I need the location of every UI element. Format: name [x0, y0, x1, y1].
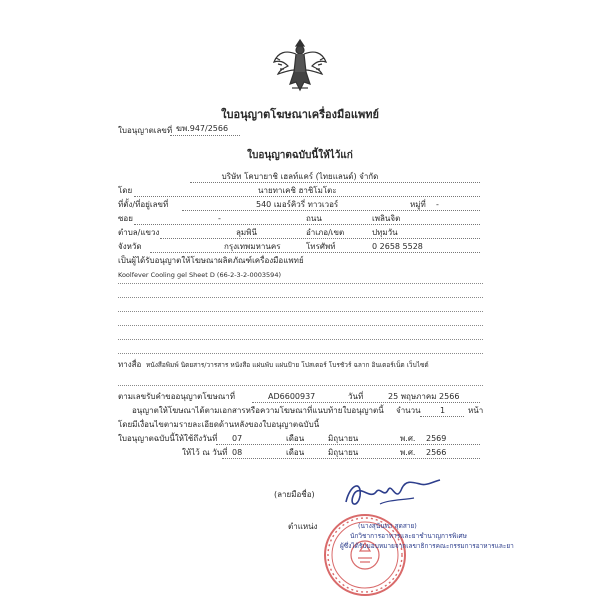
dotted-line [150, 252, 480, 253]
blank-line [118, 297, 483, 298]
valid-year: 2569 [426, 434, 447, 443]
province-value: กรุงเทพมหานคร [224, 242, 281, 251]
request-date: 25 พฤษภาคม 2566 [388, 392, 460, 401]
address-value: 540 เมอร์คิวรี่ ทาวเวอร์ [256, 200, 339, 209]
by-name: นายทาเคชิ ฮาชิโมโตะ [258, 186, 337, 195]
road-label: ถนน [306, 214, 322, 223]
blank-line [118, 339, 483, 340]
dotted-line [134, 196, 480, 197]
media-value: หนังสือพิมพ์ นิตยสาร/วารสาร หนังสือ แผ่นพับ แผ่นป้าย โปสเตอร์ โบรชัวร์ ฉลาก อินเตอร์เน็ต เว็บไซต์ [146, 361, 429, 369]
blank-line [118, 325, 483, 326]
product-name: Koolfever Cooling gel Sheet D (66-2-3-2-0003594) [118, 271, 281, 279]
signature-label: (ลายมือชื่อ) [274, 490, 315, 499]
blank-line [118, 385, 483, 386]
license-number-label: ใบอนุญาตเลขที่ [118, 126, 173, 135]
conditions-text: โดยมีเงื่อนไขตามรายละเอียดด้านหลังของใบอนุญาตฉบับนี้ [118, 420, 320, 429]
count-label: จำนวน [396, 406, 421, 415]
request-date-label: วันที่ [348, 392, 364, 401]
valid-label: ใบอนุญาตฉบับนี้ให้ใช้ถึงวันที่ [118, 434, 218, 443]
issued-label: ให้ไว้ ณ วันที่ [182, 448, 228, 457]
phone-label: โทรศัพท์ [306, 242, 336, 251]
moo-value: - [436, 200, 439, 209]
soi-label: ซอย [118, 214, 133, 223]
dotted-line [190, 182, 480, 183]
phone-value: 0 2658 5528 [372, 242, 423, 251]
dotted-line [420, 416, 464, 417]
blank-line [118, 311, 483, 312]
dotted-line [216, 444, 480, 445]
issued-year-label: พ.ศ. [400, 448, 416, 457]
document-subtitle: ใบอนุญาตฉบับนี้ให้ไว้แก่ [247, 150, 353, 161]
signer-name: (นางสุนันทา สุดสาย) [358, 522, 417, 530]
signer-title: นักวิชาการอาหารและยาชำนาญการพิเศษ [350, 532, 467, 540]
by-label: โดย [118, 186, 133, 195]
position-label: ตำแหน่ง [288, 522, 318, 531]
district-label: อำเภอ/เขต [306, 228, 345, 237]
signature [340, 474, 450, 514]
blank-line [118, 353, 483, 354]
soi-value: - [218, 214, 221, 223]
count-value: 1 [440, 406, 446, 415]
document-title: ใบอนุญาตโฆษณาเครื่องมือแพทย์ [221, 108, 379, 121]
dotted-line [222, 458, 480, 459]
moo-label: หมู่ที่ [410, 200, 426, 209]
subdistrict-value: ลุมพินี [236, 228, 257, 237]
district-value: ปทุมวัน [372, 228, 398, 237]
valid-year-label: พ.ศ. [400, 434, 416, 443]
issued-year: 2566 [426, 448, 447, 457]
request-number: AD6600937 [268, 392, 316, 401]
signer-delegation: ผู้ซึ่งได้รับมอบหมายจากเลขาธิการคณะกรรมการอาหารและยา [340, 542, 514, 550]
allowed-text: อนุญาตให้โฆษณาได้ตามเอกสารหรือความโฆษณาที่แนบท้ายใบอนุญาตนี้ [132, 406, 384, 415]
license-number: ฆพ.947/2566 [176, 124, 229, 133]
issued-month: มิถุนายน [328, 448, 359, 457]
dotted-line [170, 135, 240, 136]
dotted-line [160, 238, 480, 239]
media-label: ทางสื่อ [118, 360, 142, 369]
dotted-line [182, 210, 480, 211]
road-value: เพลินจิต [372, 214, 401, 223]
valid-day: 07 [232, 434, 243, 443]
page-label: หน้า [468, 406, 484, 415]
dotted-line [252, 402, 480, 403]
issued-day: 08 [232, 448, 243, 457]
address-label: ที่ตั้ง/ที่อยู่เลขที่ [118, 200, 169, 209]
dotted-line [134, 224, 480, 225]
valid-month: มิถุนายน [328, 434, 359, 443]
company-name: บริษัท โคบายาชิ เฮลท์แคร์ (ไทยแลนด์) จำกัด [221, 172, 379, 181]
garuda-emblem-icon [272, 36, 328, 92]
request-label: ตามเลขรับคำขออนุญาตโฆษณาที่ [118, 392, 236, 401]
issued-month-label: เดือน [286, 448, 305, 457]
permit-text: เป็นผู้ได้รับอนุญาตให้โฆษณาผลิตภัณฑ์เครื่องมือแพทย์ [118, 256, 304, 265]
province-label: จังหวัด [118, 242, 142, 251]
blank-line [118, 283, 483, 284]
valid-month-label: เดือน [286, 434, 305, 443]
subdistrict-label: ตำบล/แขวง [118, 228, 160, 237]
